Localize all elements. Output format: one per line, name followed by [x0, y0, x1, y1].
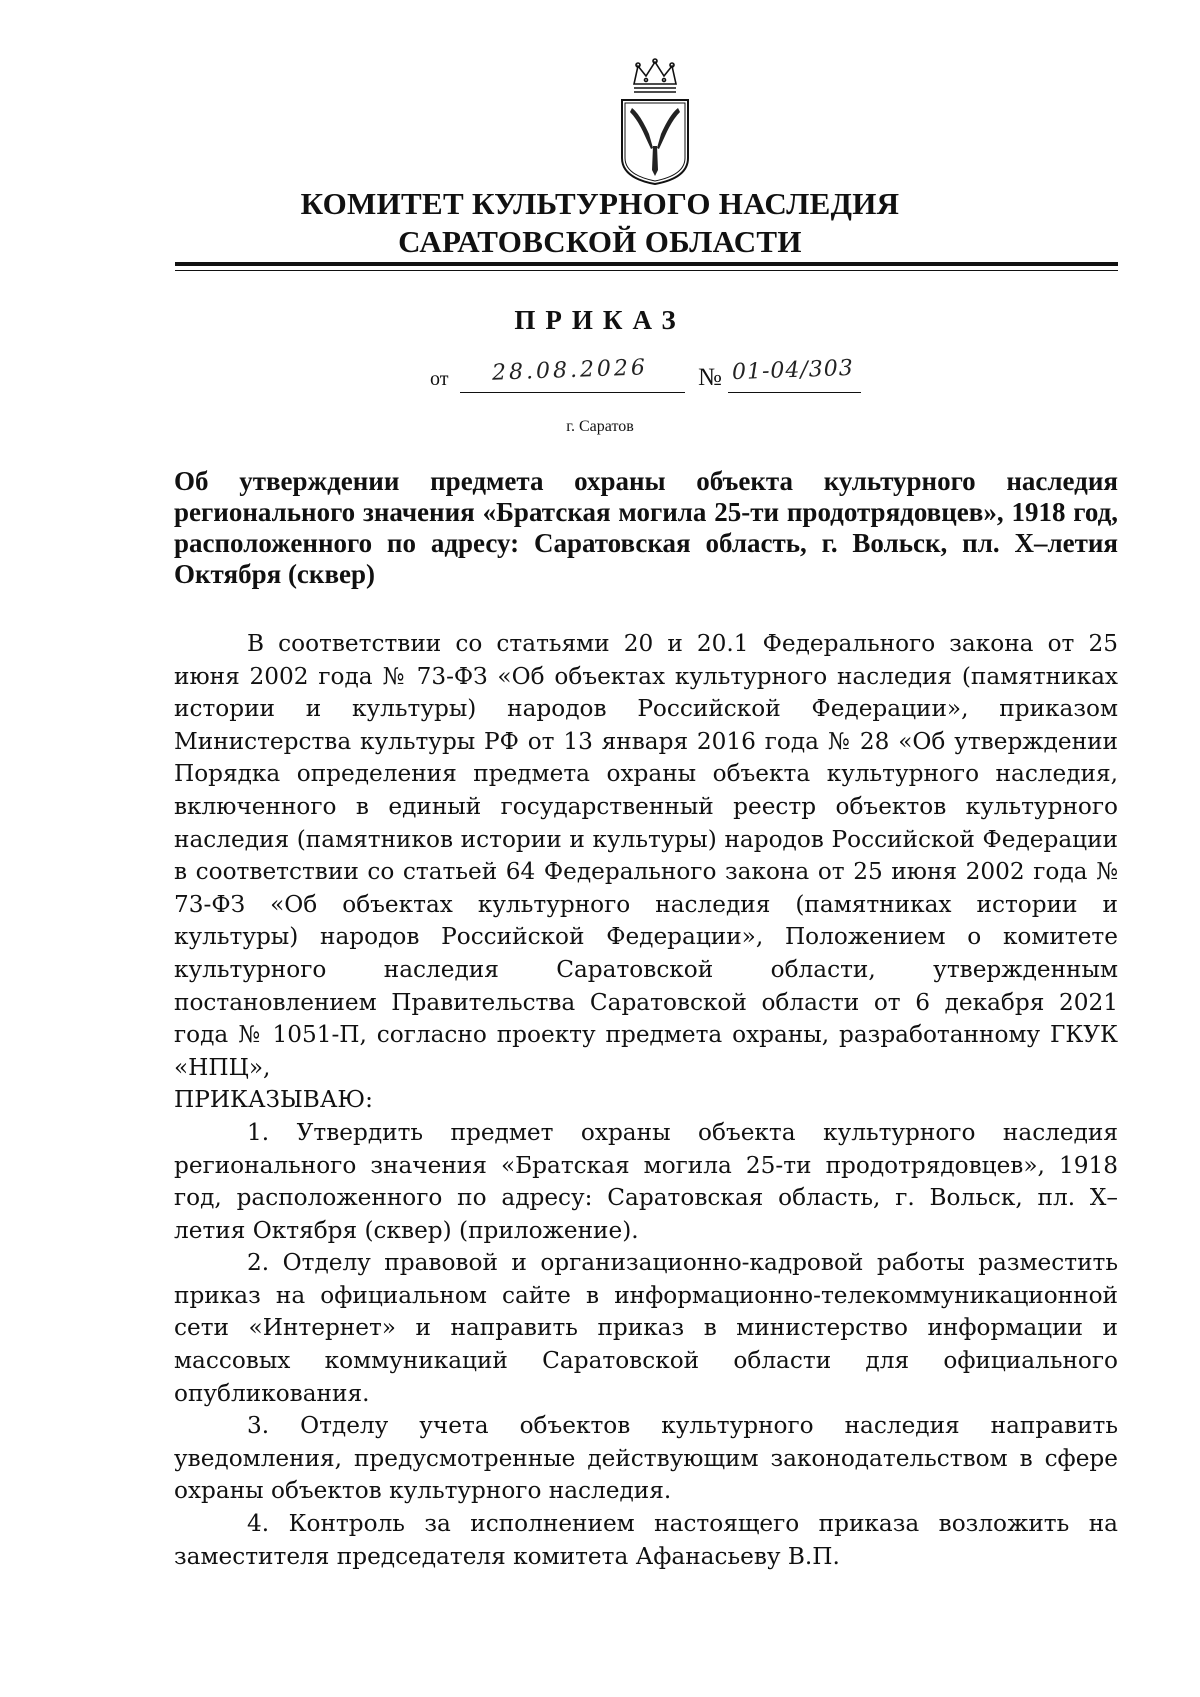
date-underline	[460, 392, 685, 393]
coat-of-arms-icon	[616, 58, 694, 186]
organization-name-line2: САРАТОВСКОЙ ОБЛАСТИ	[398, 224, 802, 259]
document-body	[174, 628, 1118, 1573]
preamble-paragraph: В соответствии со статьями 20 и 20.1 Федерального закона от 25 июня 2002 года № 73-ФЗ «Об объектах культурного наследия (памятниках истории и культуры) народов Российской Федерации», приказом Министерства культуры РФ от 13 января 2016 года № 28 «Об утверждении Порядка определения предмета охраны объекта культурного наследия, включенного в единый государственный реестр объектов культурного наследия (памятников истории и культуры) народов Российской Федерации в соответствии со статьей 64 Федерального закона от 25 июня 2002 года № 73-ФЗ «Об объектах культурного наследия (памятниках истории и культуры) народов Российской Федерации», Положением о комитете культурного наследия Саратовской области, утвержденным постановлением Правительства Саратовской области от 6 декабря 2021 года № 1051-П, согласно проекту предмета охраны, разработанному ГКУК «НПЦ»,	[174, 630, 1118, 1081]
date-prefix: от	[430, 368, 449, 390]
header-divider-thick	[175, 262, 1118, 266]
document-number: 01-04/303	[731, 355, 855, 386]
number-prefix: №	[698, 364, 722, 391]
document-subject: Об утверждении предмета охраны объекта культурного наследия регионального значения «Братская могила 25-ти продотрядовцев», 1918 год, расположенного по адресу: Саратовская область, г. Вольск, пл. Х–летия Октября (сквер)	[174, 466, 1118, 589]
document-city: г. Саратов	[566, 418, 634, 435]
order-item-2: 2. Отделу правовой и организационно-кадровой работы разместить приказ на официальном сайте в информационно-телекоммуникационной сети «Интернет» и направить приказ в министерство информации и массовых коммуникаций Саратовской области для официального опубликования.	[174, 1249, 1118, 1407]
order-item-4: 4. Контроль за исполнением настоящего приказа возложить на заместителя председателя комитета Афанасьеву В.П.	[174, 1510, 1118, 1570]
number-underline	[728, 392, 861, 393]
organization-name-line1: КОМИТЕТ КУЛЬТУРНОГО НАСЛЕДИЯ	[300, 186, 900, 221]
document-date: 28.08.2026	[491, 355, 649, 386]
header-divider-thin	[175, 270, 1118, 271]
order-item-1: 1. Утвердить предмет охраны объекта культурного наследия регионального значения «Братская могила 25-ти продотрядовцев», 1918 год, расположенного по адресу: Саратовская область, г. Вольск, пл. Х–летия Октября (сквер) (приложение).	[174, 1118, 1118, 1244]
order-item-3: 3. Отделу учета объектов культурного наследия направить уведомления, предусмотренные действующим законодательством в сфере охраны объектов культурного наследия.	[174, 1412, 1118, 1505]
order-word: ПРИКАЗЫВАЮ:	[174, 1086, 373, 1114]
document-title: ПРИКАЗ	[514, 305, 686, 335]
